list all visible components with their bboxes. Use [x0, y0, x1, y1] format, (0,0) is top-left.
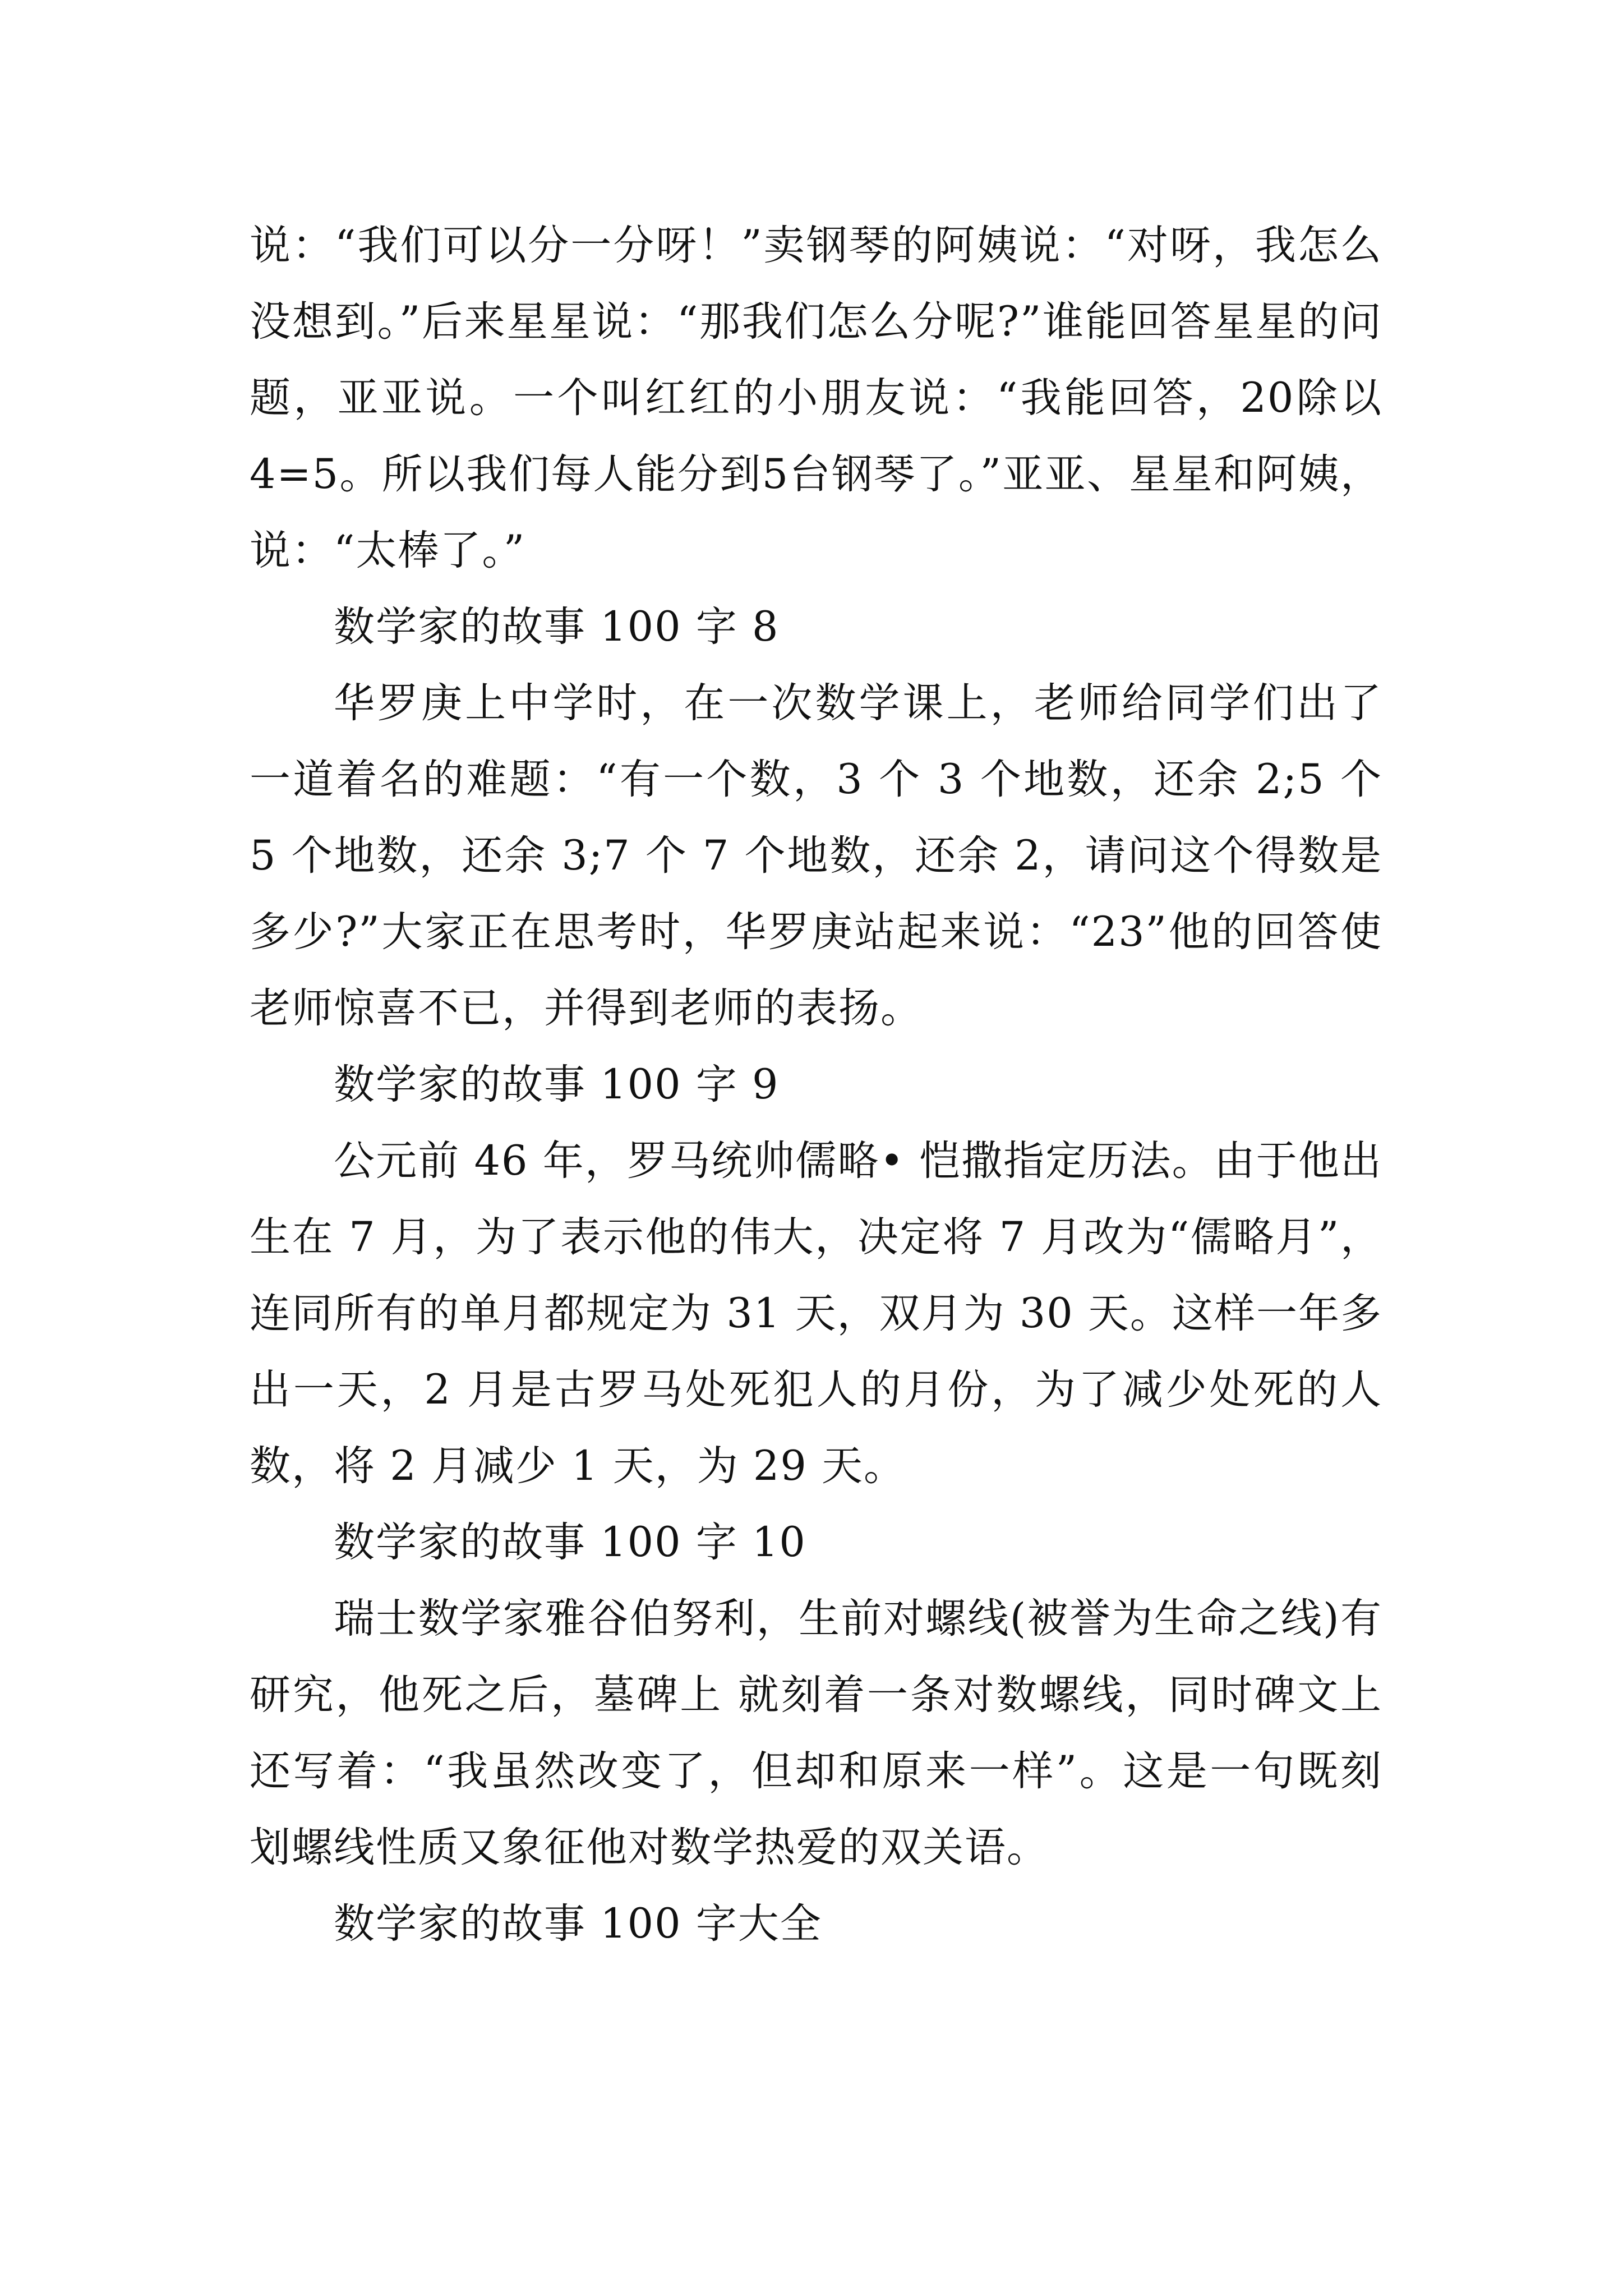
story-heading-9: 数学家的故事 100 字 9 [334, 1061, 780, 1108]
story-paragraph-julian-calendar: 公元前 46 年，罗马统帅儒略• 恺撒指定历法。由于他出生在 7 月，为了表示他的伟大，决定将 7 月改为“儒略月”，连同所有的单月都规定为 31 天，双月为 30 天。这样一年多出一天，2 月是古罗马处死犯人的月份，为了减少处死的人数，将 2 月减少 1 天，为 29 天。 [250, 1137, 1382, 1490]
story-heading-collection: 数学家的故事 100 字大全 [334, 1900, 822, 1948]
story-heading-10: 数学家的故事 100 字 10 [334, 1519, 806, 1566]
story-paragraph-bernoulli: 瑞士数学家雅谷伯努利，生前对螺线(被誉为生命之线)有研究，他死之后，墓碑上 就刻着一条对数螺线，同时碑文上还写着：“我虽然改变了，但却和原来一样”。这是一句既刻划螺线性质又象征他对数学热爱的双关语。 [250, 1595, 1382, 1871]
story-paragraph-hua-luogeng: 华罗庚上中学时，在一次数学课上，老师给同学们出了一道着名的难题：“有一个数，3 个 3 个地数，还余 2;5 个 5 个地数，还余 3;7 个 7 个地数，还余 2，请问这个得数是多少?”大家正在思考时，华罗庚站起来说：“23”他的回答使老师惊喜不已，并得到老师的表扬。 [250, 679, 1382, 1032]
document-body [250, 208, 1382, 1962]
story-heading-8: 数学家的故事 100 字 8 [334, 603, 780, 651]
story-paragraph-piano: 说：“我们可以分一分呀！”卖钢琴的阿姨说：“对呀，我怎么没想到。”后来星星说：“那我们怎么分呢?”谁能回答星星的问题，亚亚说。一个叫红红的小朋友说：“我能回答，20除以4=5。所以我们每人能分到5台钢琴了。”亚亚、星星和阿姨，说：“太棒了。” [250, 222, 1382, 574]
